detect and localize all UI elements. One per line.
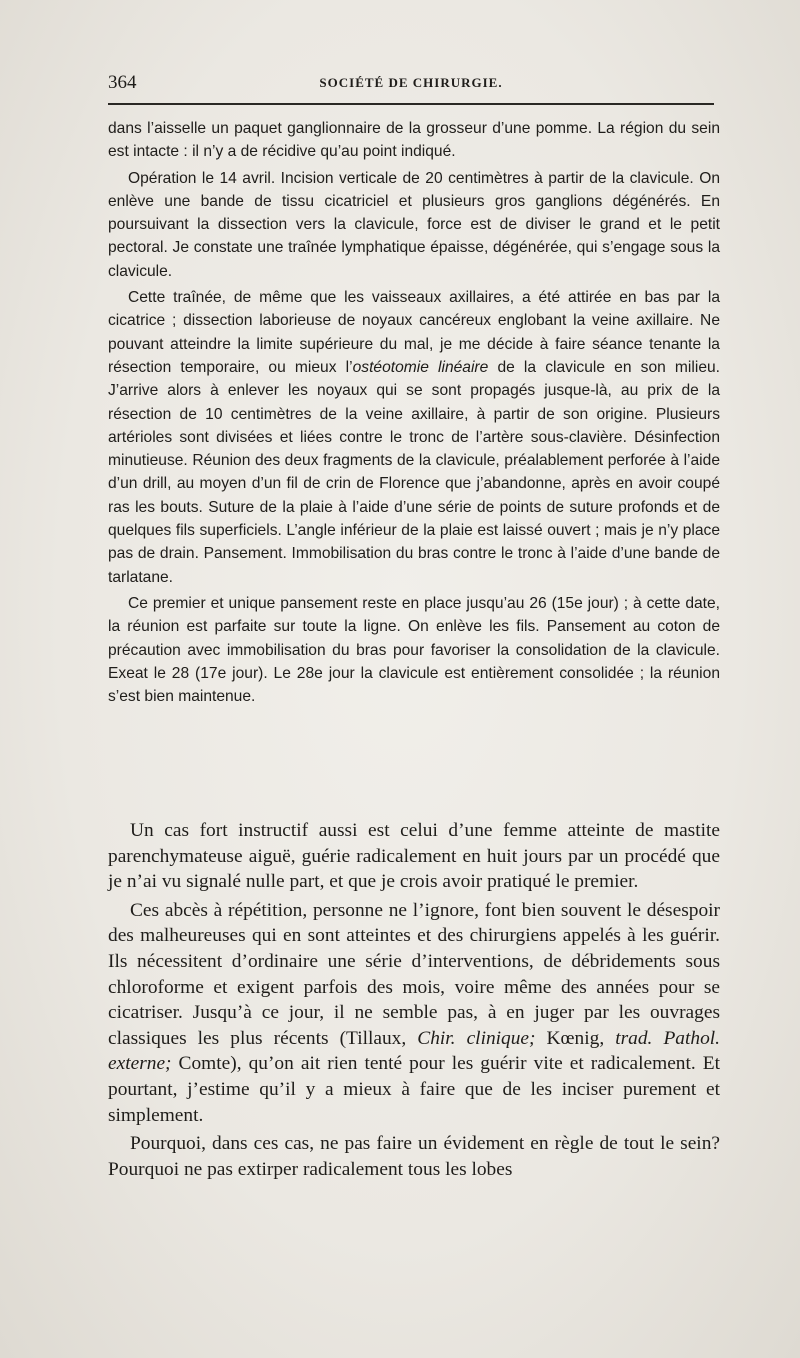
page-number: 364 — [108, 72, 137, 93]
text-run: Cette traînée, de même que les vaisseaux axillaires, a été attirée en bas par la cicatrice ; dissection laborieuse de noyaux cancéreux englobant la veine axillaire. Ne pouvant atteindre la limite supérieure du mal, je me décide à faire séance tenante la résection temporaire, ou mieux l’ — [108, 289, 720, 376]
text-run: Comte), qu’on ait rien tenté pour les guérir vite et radicalement. Et pourtant, j’estime qu’il y a mieux à faire que de les inciser purement et simplement. — [108, 1053, 720, 1126]
main-text — [108, 818, 720, 1185]
paragraph — [108, 898, 720, 1128]
paragraph — [108, 286, 720, 589]
text-run: Kœnig, — [535, 1027, 616, 1049]
case-report-text — [108, 117, 720, 711]
paragraph: dans l’aisselle un paquet ganglionnaire de la grosseur d’une pomme. La région du sein est intacte : il n’y a de récidive qu’au point indiqué. — [108, 120, 720, 161]
paragraph: Opération le 14 avril. Incision verticale de 20 centimètres à partir de la clavicule. On enlève une bande de tissu cicatriciel et plusieurs gros ganglions dégénérés. En poursuivant la dissection vers la clavicule, force est de diviser le grand et le petit pectoral. Je constate une traînée lymphatique épaisse, dégénérée, qui s’engage sous la clavicule. — [108, 169, 720, 280]
paragraph: Un cas fort instructif aussi est celui d’une femme atteinte de mastite parenchymateuse aiguë, guérie radicalement en huit jours par un procédé que je n’ai vu signalé nulle part, et que je crois avoir pratiqué le premier. — [108, 820, 720, 893]
italic-citation: Chir. clinique; — [417, 1027, 536, 1049]
header-rule — [108, 103, 714, 105]
paragraph: Ce premier et unique pansement reste en place jusqu’au 26 (15e jour) ; à cette date, la réunion est parfaite sur toute la ligne. On enlève les fils. Pansement au coton de précaution avec immobilisation du bras pour favoriser la consolidation de la clavicule. Exeat le 28 (17e jour). Le 28e jour la clavicule est entièrement consolidée ; la réunion s’est bien maintenue. — [108, 594, 720, 706]
italic-term: ostéotomie linéaire — [352, 358, 489, 376]
running-title: SOCIÉTÉ DE CHIRURGIE. — [319, 75, 503, 90]
paragraph: Pourquoi, dans ces cas, ne pas faire un évidement en règle de tout le sein? Pourquoi ne pas extirper radicalement tous les lobes — [108, 1133, 720, 1180]
italic-citation: trad. Pathol. externe; — [108, 1027, 721, 1075]
page-header — [108, 72, 714, 96]
text-run: de la clavicule en son milieu. J’arrive alors à enlever les noyaux qui se sont propagés jusque-là, au prix de la résection de 10 centimètres de la veine axillaire, à partir de son origine. Plusieurs artérioles sont divisées et liées contre le tronc de l’artère sous-clavière. Désinfection minutieuse. Réunion des deux fragments de la clavicule, préalablement perforée à l’aide d’un drill, au moyen d’un fil de crin de Florence que j’abandonne, après en avoir coupé ras les bouts. Suture de la plaie à l’aide d’une série de points de suture profonds et de quelques fils superficiels. L’angle inférieur de la plaie est laissé ouvert ; mais je n’y place pas de drain. Pansement. Immobilisation du bras contre le tronc à l’aide d’une bande de tarlatane. — [108, 358, 720, 586]
text-run: Ces abcès à répétition, personne ne l’ignore, font bien souvent le désespoir des malheureuses qui en sont atteintes et des chirurgiens appelés à les guérir. Ils nécessitent d’ordinaire une série d’interventions, de débridements sous chloroforme et exigent parfois des mois, voire même des années pour se cicatriser. Jusqu’à ce jour, il ne semble pas, à en juger par les ouvrages classiques les plus récents (Tillaux, — [108, 899, 720, 1049]
